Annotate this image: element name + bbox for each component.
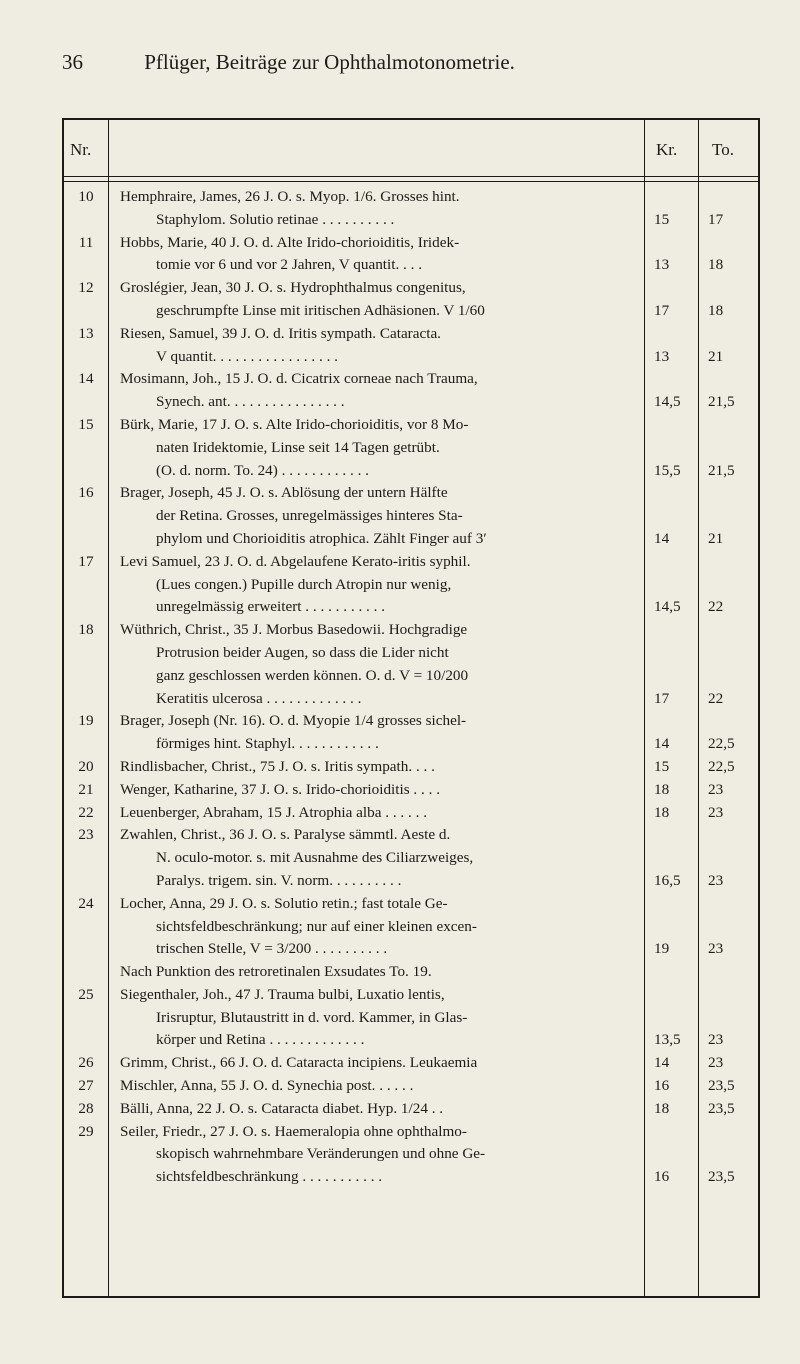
to-value: 23,5 <box>708 1168 735 1186</box>
header-double-rule <box>64 176 758 182</box>
row-number: 11 <box>78 233 94 251</box>
table-row <box>64 414 758 482</box>
row-number: 14 <box>78 370 94 388</box>
description-line: der Retina. Grosses, unregelmässiges hinteres Sta- <box>156 507 463 525</box>
row-description <box>120 779 612 802</box>
row-description <box>120 482 612 550</box>
row-description <box>120 1052 612 1075</box>
kr-value: 16 <box>654 1168 670 1186</box>
to-value: 23 <box>708 1031 724 1049</box>
to-value: 22,5 <box>708 735 735 753</box>
row-number: 13 <box>78 324 94 342</box>
description-line: Seiler, Friedr., 27 J. O. s. Haemeralopia ohne ophthalmo- <box>120 1122 467 1140</box>
kr-value: 15,5 <box>654 461 681 479</box>
description-line: Leuenberger, Abraham, 15 J. Atrophia alba . . . . . . <box>120 803 427 821</box>
description-line: Paralys. trigem. sin. V. norm. . . . . . . . . . <box>156 871 402 889</box>
description-line: (O. d. norm. To. 24) . . . . . . . . . . . . <box>156 461 369 479</box>
description-line: Protrusion beider Augen, so dass die Lider nicht <box>156 643 449 661</box>
row-description <box>120 824 612 892</box>
description-line: unregelmässig erweitert . . . . . . . . . . . <box>156 598 386 616</box>
description-line: skopisch wahrnehmbare Veränderungen und ohne Ge- <box>156 1145 486 1163</box>
to-value: 17 <box>708 210 724 228</box>
kr-value: 13 <box>654 256 670 274</box>
row-description <box>120 323 612 369</box>
table-row <box>64 482 758 550</box>
row-description <box>120 756 612 779</box>
kr-value: 14 <box>654 1054 670 1072</box>
description-line: Staphylom. Solutio retinae . . . . . . . . . . <box>156 210 395 228</box>
row-description <box>120 232 612 278</box>
table-row <box>64 1098 758 1121</box>
row-description <box>120 414 612 482</box>
to-value: 21,5 <box>708 461 735 479</box>
to-value: 21 <box>708 529 724 547</box>
column-header-kr: Kr. <box>656 140 678 159</box>
kr-value: 18 <box>654 803 670 821</box>
to-value: 23 <box>708 1054 724 1072</box>
table-row <box>64 984 758 1052</box>
to-value: 18 <box>708 256 724 274</box>
kr-value: 14,5 <box>654 598 681 616</box>
description-line: Irisruptur, Blutaustritt in d. vord. Kammer, in Glas- <box>156 1008 468 1026</box>
table-row <box>64 779 758 802</box>
description-line: Nach Punktion des retroretinalen Exsudates To. 19. <box>120 963 432 981</box>
table-row <box>64 710 758 756</box>
kr-value: 17 <box>654 689 670 707</box>
description-line: ganz geschlossen werden können. O. d. V = 10/200 <box>156 666 469 684</box>
table-row <box>64 1075 758 1098</box>
description-line: naten Iridektomie, Linse seit 14 Tagen getrübt. <box>156 438 440 456</box>
table-row <box>64 186 758 232</box>
row-description <box>120 1121 612 1189</box>
row-number: 23 <box>78 826 94 844</box>
description-line: Hemphraire, James, 26 J. O. s. Myop. 1/6. Grosses hint. <box>120 188 460 205</box>
description-line: Groslégier, Jean, 30 J. O. s. Hydrophthalmus congenitus, <box>120 279 466 297</box>
table-row <box>64 323 758 369</box>
row-number: 25 <box>78 985 94 1003</box>
description-line: Locher, Anna, 29 J. O. s. Solutio retin.; fast totale Ge- <box>120 894 448 912</box>
description-line: Keratitis ulcerosa . . . . . . . . . . . . . <box>156 689 362 707</box>
to-value: 21 <box>708 347 724 365</box>
row-number: 16 <box>78 484 94 502</box>
data-table <box>62 118 760 1298</box>
row-description <box>120 710 612 756</box>
description-line: Zwahlen, Christ., 36 J. O. s. Paralyse sämmtl. Aeste d. <box>120 826 451 844</box>
description-line: tomie vor 6 und vor 2 Jahren, V quantit. . . . <box>156 256 423 274</box>
description-line: Synech. ant. . . . . . . . . . . . . . . . <box>156 393 345 411</box>
table-row <box>64 368 758 414</box>
table-header-row <box>64 120 758 176</box>
to-value: 23,5 <box>708 1099 735 1117</box>
table-row <box>64 619 758 710</box>
kr-value: 15 <box>654 210 670 228</box>
to-value: 21,5 <box>708 393 735 411</box>
kr-value: 19 <box>654 940 670 958</box>
row-description <box>120 551 612 619</box>
description-line: Brager, Joseph (Nr. 16). O. d. Myopie 1/4 grosses sichel- <box>120 712 467 730</box>
description-line: Siegenthaler, Joh., 47 J. Trauma bulbi, Luxatio lentis, <box>120 985 445 1003</box>
description-line: Riesen, Samuel, 39 J. O. d. Iritis sympath. Cataracta. <box>120 324 441 342</box>
description-line: sichtsfeldbeschränkung . . . . . . . . . . . <box>156 1168 383 1186</box>
row-number: 26 <box>78 1054 94 1072</box>
description-line: phylom und Chorioiditis atrophica. Zählt Finger auf 3′ <box>156 529 487 547</box>
row-number: 24 <box>78 894 94 912</box>
to-value: 23 <box>708 871 724 889</box>
table-row <box>64 802 758 825</box>
row-number: 29 <box>78 1122 94 1140</box>
to-value: 22,5 <box>708 757 735 775</box>
row-number: 12 <box>78 279 94 297</box>
row-number: 18 <box>78 621 94 639</box>
row-number: 28 <box>78 1099 94 1117</box>
kr-value: 15 <box>654 757 670 775</box>
row-description <box>120 1075 612 1098</box>
description-line: trischen Stelle, V = 3/200 . . . . . . . . . . <box>156 940 388 958</box>
to-value: 23,5 <box>708 1077 735 1095</box>
kr-value: 13 <box>654 347 670 365</box>
to-value: 22 <box>708 689 724 707</box>
table-row <box>64 893 758 984</box>
table-row <box>64 232 758 278</box>
row-number: 27 <box>78 1077 94 1095</box>
row-description <box>120 277 612 323</box>
description-line: Mosimann, Joh., 15 J. O. d. Cicatrix corneae nach Trauma, <box>120 370 478 388</box>
row-description <box>120 619 612 710</box>
table-row <box>64 1121 758 1189</box>
kr-value: 16 <box>654 1077 670 1095</box>
page-header <box>62 50 515 75</box>
row-description <box>120 984 612 1052</box>
kr-value: 14,5 <box>654 393 681 411</box>
description-line: geschrumpfte Linse mit iritischen Adhäsionen. V 1/60 <box>156 301 485 319</box>
row-number: 17 <box>78 552 94 570</box>
kr-value: 18 <box>654 1099 670 1117</box>
table-row <box>64 824 758 892</box>
description-line: (Lues congen.) Pupille durch Atropin nur wenig, <box>156 575 452 593</box>
kr-value: 18 <box>654 780 670 798</box>
to-value: 22 <box>708 598 724 616</box>
description-line: Wüthrich, Christ., 35 J. Morbus Basedowii. Hochgradige <box>120 621 468 639</box>
row-description <box>120 1098 612 1121</box>
table-row <box>64 277 758 323</box>
to-value: 23 <box>708 780 724 798</box>
row-number: 22 <box>78 803 94 821</box>
kr-value: 17 <box>654 301 670 319</box>
page-number: 36 <box>62 50 83 74</box>
description-line: Grimm, Christ., 66 J. O. d. Cataracta incipiens. Leukaemia <box>120 1054 478 1072</box>
row-number: 19 <box>78 712 94 730</box>
table-row <box>64 1052 758 1075</box>
row-number: 20 <box>78 757 94 775</box>
description-line: N. oculo-motor. s. mit Ausnahme des Ciliarzweiges, <box>156 849 474 867</box>
description-line: Hobbs, Marie, 40 J. O. d. Alte Irido-chorioiditis, Iridek- <box>120 233 460 251</box>
description-line: Bälli, Anna, 22 J. O. s. Cataracta diabet. Hyp. 1/24 . . <box>120 1099 444 1117</box>
description-line: körper und Retina . . . . . . . . . . . . . <box>156 1031 365 1049</box>
row-description <box>120 802 612 825</box>
description-line: Bürk, Marie, 17 J. O. s. Alte Irido-chorioiditis, vor 8 Mo- <box>120 415 469 433</box>
description-line: förmiges hint. Staphyl. . . . . . . . . . . . <box>156 735 379 753</box>
column-header-nr: Nr. <box>70 140 92 159</box>
description-line: Wenger, Katharine, 37 J. O. s. Irido-chorioiditis . . . . <box>120 780 440 798</box>
description-line: Mischler, Anna, 55 J. O. d. Synechia post. . . . . . <box>120 1077 414 1095</box>
kr-value: 14 <box>654 735 670 753</box>
table-body <box>64 186 758 1189</box>
row-description <box>120 893 612 984</box>
row-number: 10 <box>78 188 94 205</box>
row-description <box>120 186 612 232</box>
row-number: 21 <box>78 780 94 798</box>
table-row <box>64 551 758 619</box>
row-description <box>120 368 612 414</box>
description-line: V quantit. . . . . . . . . . . . . . . . . <box>156 347 338 365</box>
row-number: 15 <box>78 415 94 433</box>
description-line: sichtsfeldbeschränkung; nur auf einer kleinen excen- <box>156 917 477 935</box>
to-value: 18 <box>708 301 724 319</box>
table-row <box>64 756 758 779</box>
to-value: 23 <box>708 940 724 958</box>
kr-value: 14 <box>654 529 670 547</box>
kr-value: 13,5 <box>654 1031 681 1049</box>
to-value: 23 <box>708 803 724 821</box>
kr-value: 16,5 <box>654 871 681 889</box>
column-header-to: To. <box>712 140 734 159</box>
description-line: Rindlisbacher, Christ., 75 J. O. s. Iritis sympath. . . . <box>120 757 435 775</box>
running-title: Pflüger, Beiträge zur Ophthalmotonometrie. <box>144 50 515 74</box>
description-line: Levi Samuel, 23 J. O. d. Abgelaufene Kerato-iritis syphil. <box>120 552 471 570</box>
description-line: Brager, Joseph, 45 J. O. s. Ablösung der untern Hälfte <box>120 484 448 502</box>
